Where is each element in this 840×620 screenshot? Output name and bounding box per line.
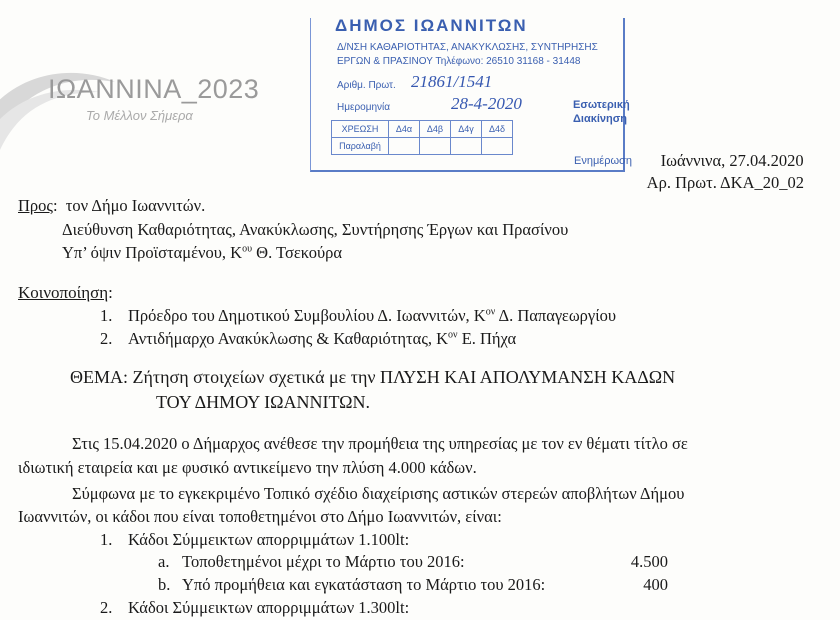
sub-list-value: 400: [643, 575, 668, 594]
to-recipient: τον Δήμο Ιωαννιτών.: [65, 196, 206, 215]
sub-list-value: 4.500: [630, 552, 668, 571]
to-line2: Διεύθυνση Καθαριότητας, Ανακύκλωσης, Συντήρησης Έργων και Πρασίνου: [62, 220, 569, 239]
document-protocol: Αρ. Πρωτ. ΔΚΑ_20_02: [646, 173, 804, 192]
stamp-receipt-label: Παραλαβή: [332, 138, 389, 155]
paragraph-2-line1: Σύμφωνα με το εγκεκριμένο Τοπικό σχέδιο διαχείρισης αστικών στερεών αποβλήτων Δήμου: [72, 484, 685, 503]
list-item: 1. Κάδοι Σύμμεικτων απορριμμάτων 1.100lt:: [100, 530, 410, 549]
to-line3: Υπ’ όψιν Προϊσταμένου, $K^{o\upsilon}$ Θ. Τσεκούρα: [62, 243, 343, 262]
stamp-date-value: 28-4-2020: [451, 94, 522, 113]
paragraph-1-line2: ιδιωτική εταιρεία και με φυσικό αντικείμενο την πλύση 4.000 κάδων.: [18, 458, 477, 477]
stamp-charge-label: ΧΡΕΩΣΗ: [332, 121, 389, 138]
to-label: Προς: [18, 196, 53, 215]
stamp-grid: [331, 120, 513, 155]
subject-line2: ΤΟΥ ΔΗΜΟΥ ΙΩΑΝΝΙΤΩΝ.: [156, 392, 371, 412]
stamp-header: ΔΗΜΟΣ ΙΩΑΝΝΙΤΩΝ: [335, 16, 528, 35]
stamp-col: Δ4β: [420, 121, 451, 138]
logo-title: ΙΩΑΝΝΙΝΑ_2023: [48, 74, 260, 104]
subject-line1: ΘΕΜΑ: Ζήτηση στοιχείων σχετικά με την ΠΛΥΣΗ ΚΑΙ ΑΠΟΛΥΜΑΝΣΗ ΚΑΔΩΝ: [70, 367, 676, 387]
stamp-line1: Δ/ΝΣΗ ΚΑΘΑΡΙΟΤΗΤΑΣ, ΑΝΑΚΥΚΛΩΣΗΣ, ΣΥΝΤΗΡΗΣΗΣ: [337, 42, 598, 53]
sub-list-item: a. Τοποθετημένοι μέχρι το Μάρτιο του 2016:: [158, 552, 465, 571]
city-logo: [0, 40, 300, 160]
registry-stamp: [310, 16, 632, 172]
stamp-line2: ΕΡΓΩΝ & ΠΡΑΣΙΝΟΥ Τηλέφωνο: 26510 31168 - 31448: [337, 56, 581, 67]
cc-item: 2. Αντιδήμαρχο Ανακύκλωσης & Καθαριότητας, $K^{o\nu}$ Ε. Πήχα: [100, 329, 517, 348]
stamp-col: Δ4α: [389, 121, 420, 138]
stamp-prot-value: 21861/1541: [411, 72, 493, 91]
paragraph-2-line2: Ιωαννιτών, οι κάδοι που είναι τοποθετημένοι στο Δήμο Ιωαννιτών, είναι:: [18, 507, 502, 526]
cc-item: 1. Πρόεδρο του Δημοτικού Συμβουλίου Δ. Ιωαννιτών, $K^{o\nu}$ Δ. Παπαγεωργίου: [100, 306, 617, 325]
cc-heading: Κοινοποίηση:: [18, 283, 113, 302]
stamp-prot-label: Αριθμ. Πρωτ.: [337, 80, 396, 91]
to-line: Προς: τον Δήμο Ιωαννιτών.: [18, 196, 206, 215]
paragraph-1-line1: Στις 15.04.2020 ο Δήμαρχος ανέθεσε την προμήθεια της υπηρεσίας με τον εν θέματι τίτλο σε: [72, 434, 688, 453]
logo-subtitle: Το Μέλλον Σήμερα: [86, 108, 193, 123]
stamp-col: Δ4δ: [482, 121, 513, 138]
stamp-informed: Ενημέρωση: [574, 155, 632, 167]
cc-label: Κοινοποίηση: [18, 283, 109, 302]
document-header: [647, 150, 804, 194]
subject: [70, 365, 675, 415]
stamp-date-label: Ημερομηνία: [337, 102, 391, 113]
document-date: Ιωάννινα, 27.04.2020: [660, 151, 804, 170]
list-item: 2. Κάδοι Σύμμεικτων απορριμμάτων 1.300lt:: [100, 598, 410, 617]
stamp-col: Δ4γ: [451, 121, 482, 138]
stamp-internal: Εσωτερική Διακίνηση: [573, 99, 630, 125]
sub-list-item: b. Υπό προμήθεια και εγκατάσταση το Μάρτιο του 2016:: [158, 575, 546, 594]
